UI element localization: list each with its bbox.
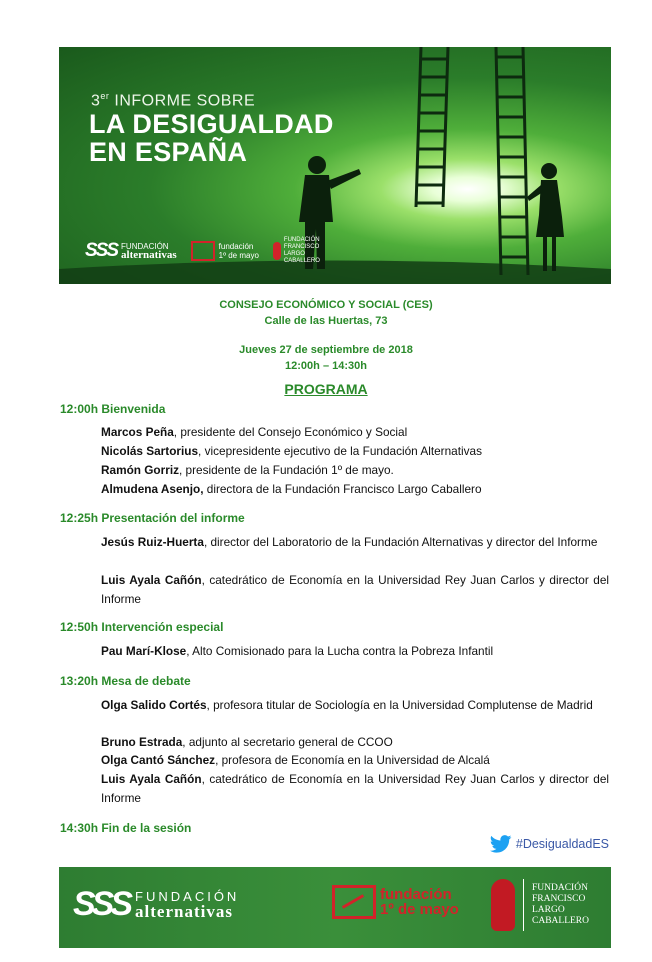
banner-ordinal: 3er INFORME SOBRE <box>91 91 256 110</box>
alternativas-logo-icon: SSS <box>73 885 130 923</box>
speaker-item: Almudena Asenjo, directora de la Fundación Francisco Largo Caballero <box>101 482 482 496</box>
speaker-item: Bruno Estrada, adjunto al secretario general de CCOO <box>101 735 393 749</box>
venue-name: CONSEJO ECONÓMICO Y SOCIAL (CES) <box>219 299 433 311</box>
section-title: 12:00h Bienvenida <box>60 402 166 416</box>
mayo-logo-icon <box>332 885 376 919</box>
portrait-icon <box>273 242 281 260</box>
alternativas-logo-icon: SSS <box>85 240 118 261</box>
speaker-item: Luis Ayala Cañón, catedrático de Economía en la Universidad Rey Juan Carlos y director del Informe <box>101 772 609 805</box>
woman-silhouette <box>527 163 564 271</box>
event-time: 12:00h – 14:30h <box>285 360 367 372</box>
twitter-bird-icon <box>490 835 512 853</box>
logo-fundacion-largo-caballero: FUNDACIÓN FRANCISCO LARGO CABALLERO <box>273 237 336 265</box>
speaker-item: Luis Ayala Cañón, catedrático de Economía en la Universidad Rey Juan Carlos y director del Informe <box>101 573 609 606</box>
speaker-item: Olga Cantó Sánchez, profesora de Economía en la Universidad de Alcalá <box>101 753 490 767</box>
event-date: Jueves 27 de septiembre de 2018 <box>239 344 413 356</box>
speaker-item: Jesús Ruiz-Huerta, director del Laboratorio de la Fundación Alternativas y director del Informe <box>101 535 598 549</box>
speaker-item: Pau Marí-Klose, Alto Comisionado para la Lucha contra la Pobreza Infantil <box>101 644 494 658</box>
footer-logo-alternativas: SSS FUNDACIÓN alternativas <box>73 885 240 923</box>
twitter-hashtag[interactable] <box>490 835 609 853</box>
logo-fundacion-1-mayo: fundación 1º de mayo <box>191 241 259 261</box>
header-banner <box>59 47 611 284</box>
banner-title-line1: LA DESIGUALDAD <box>89 109 334 139</box>
hashtag-text[interactable]: #DesigualdadES <box>515 837 609 851</box>
section-title: 12:50h Intervención especial <box>60 620 224 634</box>
programa-heading: PROGRAMA <box>284 381 368 397</box>
section-title: 14:30h Fin de la sesión <box>60 821 192 835</box>
speaker-item: Ramón Gorriz, presidente de la Fundación 1º de mayo. <box>101 463 394 477</box>
divider <box>523 879 524 931</box>
venue-address: Calle de las Huertas, 73 <box>264 315 388 327</box>
banner-title-line2: EN ESPAÑA <box>89 137 248 167</box>
footer-logo-largo-caballero: FUNDACIÓN FRANCISCO LARGO CABALLERO <box>491 879 589 931</box>
section-title: 13:20h Mesa de debate <box>60 674 191 688</box>
speaker-item: Nicolás Sartorius, vicepresidente ejecutivo de la Fundación Alternativas <box>101 444 482 458</box>
portrait-icon <box>491 879 515 931</box>
footer-logo-1-mayo: fundación 1º de mayo <box>332 885 459 919</box>
date-block <box>0 342 652 374</box>
banner-logos <box>85 237 336 265</box>
venue-block <box>0 297 652 329</box>
section-title: 12:25h Presentación del informe <box>60 511 245 525</box>
footer-logos-bar <box>59 867 611 948</box>
logo-fundacion-alternativas: SSS FUNDACIÓN alternativas <box>85 240 177 261</box>
speaker-item: Olga Salido Cortés, profesora titular de Sociología en la Universidad Complutense de Madrid <box>101 698 593 712</box>
mayo-logo-icon <box>191 241 215 261</box>
speaker-item: Marcos Peña, presidente del Consejo Económico y Social <box>101 425 408 439</box>
